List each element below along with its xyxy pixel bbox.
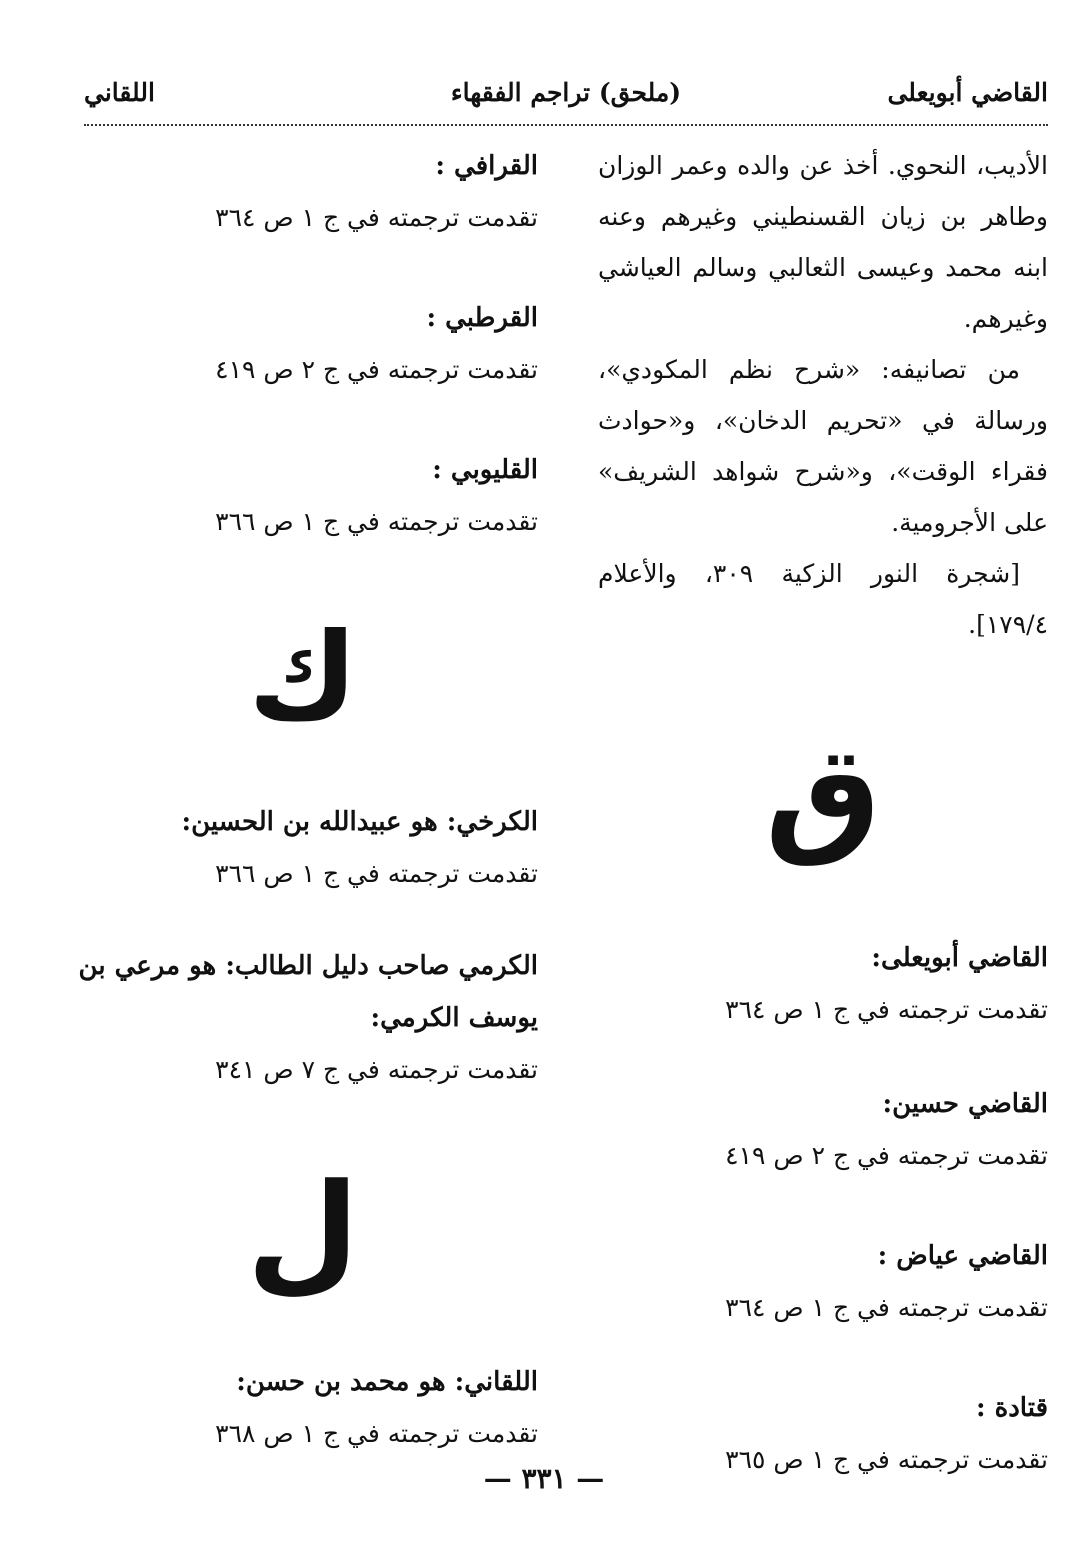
entry-reference: تقدمت ترجمته في ج ١ ص ٣٦٥: [725, 1445, 1048, 1474]
entry: [68, 292, 538, 396]
left-column: [68, 140, 538, 1460]
entry: [68, 444, 538, 548]
header-divider: [84, 124, 1048, 126]
entry-reference: تقدمت ترجمته في ج ١ ص ٣٦٤: [725, 1293, 1048, 1322]
entry: [598, 932, 1048, 1036]
entry-name: القاضي حسين:: [882, 1089, 1048, 1119]
entry-reference: تقدمت ترجمته في ج ١ ص ٣٦٦: [215, 507, 538, 536]
section-letter-lam: ل: [246, 1155, 360, 1307]
header-center-title: (ملحق) تراجم الفقهاء: [450, 78, 682, 107]
entry-name: الكرمي صاحب دليل الطالب: هو مرعي بن يوسف الكرمي:: [78, 951, 538, 1033]
entry-name: اللقاني: هو محمد بن حسن:: [236, 1367, 538, 1397]
entry: [598, 1078, 1048, 1182]
page-number: — ٣٣١ —: [483, 1462, 605, 1495]
entry-name: القرطبي :: [426, 303, 538, 333]
running-header: [84, 78, 1048, 118]
header-left-title: اللقاني: [84, 78, 155, 107]
biography-paragraph: الأديب، النحوي. أخذ عن والده وعمر الوزان وطاهر بن زيان القسنطيني وغيرهم وعنه ابنه محمد وعيسى الثعالبي وسالم العياشي وغيرهم.: [598, 151, 1048, 333]
entry: [68, 940, 538, 1096]
entry-name: القليوبي :: [432, 455, 538, 485]
entry: [68, 1356, 538, 1460]
entry-reference: تقدمت ترجمته في ج ١ ص ٣٦٦: [215, 859, 538, 888]
entry-reference: تقدمت ترجمته في ج ١ ص ٣٦٤: [725, 995, 1048, 1024]
entry-name: الكرخي: هو عبيدالله بن الحسين:: [181, 807, 538, 837]
sources-paragraph: [شجرة النور الزكية ٣٠٩، والأعلام ١٧٩/٤].: [598, 559, 1048, 639]
entry: [68, 140, 538, 244]
entry-name: القاضي عياض :: [877, 1241, 1048, 1271]
entry-name: القاضي أبويعلى:: [871, 943, 1048, 973]
works-paragraph: من تصانيفه: «شرح نظم المكودي»، ورسالة في «تحريم الدخان»، و«حوادث فقراء الوقت»، و«شرح شواهد الشريف» على الأجرومية.: [598, 355, 1048, 537]
entry-reference: تقدمت ترجمته في ج ٢ ص ٤١٩: [215, 355, 538, 384]
entry-reference: تقدمت ترجمته في ج ١ ص ٣٦٨: [215, 1419, 538, 1448]
entry-name: قتادة :: [975, 1393, 1048, 1423]
entry-reference: تقدمت ترجمته في ج ٢ ص ٤١٩: [725, 1141, 1048, 1170]
entry: [68, 796, 538, 900]
entry: [598, 1230, 1048, 1334]
entry-name: القرافي :: [435, 151, 538, 181]
entry-reference: تقدمت ترجمته في ج ٧ ص ٣٤١: [215, 1055, 538, 1084]
header-right-title: القاضي أبويعلى: [887, 78, 1048, 107]
section-letter-qaf: ق: [764, 717, 882, 869]
section-letter-kaf: ك: [248, 608, 358, 747]
right-column: [598, 140, 1048, 1486]
entry-reference: تقدمت ترجمته في ج ١ ص ٣٦٤: [215, 203, 538, 232]
